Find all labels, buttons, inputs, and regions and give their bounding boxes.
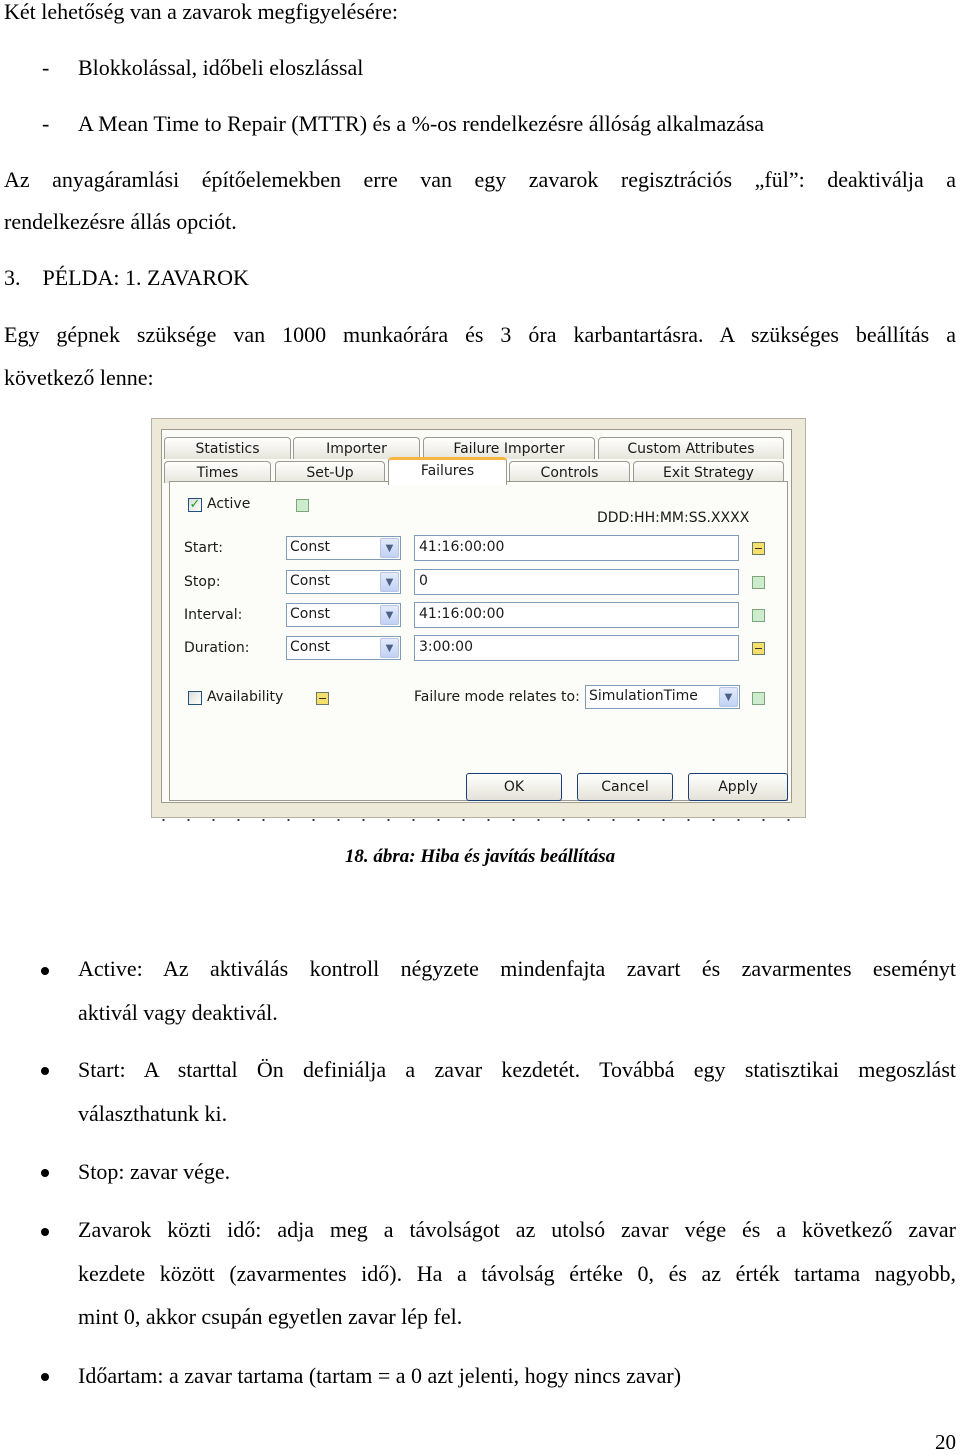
bullet-line: Időartam: a zavar tartama (tartam = a 0 azt jelenti, hogy nincs zavar) [78, 1363, 682, 1388]
interval-input[interactable] [414, 602, 739, 628]
bullet-icon [41, 1067, 49, 1075]
start-value: 41:16:00:00 [419, 539, 505, 555]
tab-statistics[interactable]: Statistics [164, 437, 291, 459]
stop-distribution-value: Const [290, 573, 330, 589]
chevron-down-icon[interactable]: ▼ [719, 687, 738, 707]
start-label: Start: [184, 540, 223, 556]
interval-distribution-select[interactable] [286, 603, 401, 627]
availability-label: Availability [207, 689, 284, 705]
active-checkbox[interactable]: ✓ [189, 497, 201, 512]
chevron-down-icon[interactable]: ▼ [380, 572, 399, 592]
duration-label: Duration: [184, 640, 250, 656]
dash-item: A Mean Time to Repair (MTTR) és a %-os rendelkezésre állóság alkalmazása [78, 111, 765, 136]
availability-indicator-icon[interactable] [316, 692, 329, 705]
interval-indicator-icon[interactable] [752, 609, 765, 622]
failure-mode-indicator-icon[interactable] [752, 692, 765, 705]
dash-marker: - [42, 55, 50, 80]
tab-exit-strategy[interactable]: Exit Strategy [633, 461, 784, 483]
tab-failures[interactable]: Failures [388, 457, 507, 485]
page-number: 20 [935, 1430, 956, 1454]
duration-value: 3:00:00 [419, 639, 473, 655]
dash-item: Blokkolással, időbeli eloszlással [78, 55, 364, 80]
duration-distribution-value: Const [290, 639, 330, 655]
ok-button[interactable]: OK [466, 773, 562, 801]
bullet-line: Start: A starttal Ön definiálja a zavar kezdetét. Továbbá egy statisztikai megoszlást [78, 1057, 956, 1082]
bullet-icon [41, 1228, 49, 1236]
availability-checkbox[interactable] [188, 691, 202, 705]
chevron-down-icon[interactable]: ▼ [380, 638, 399, 658]
active-label: Active [207, 496, 251, 512]
bullet-icon [41, 967, 49, 975]
stop-indicator-icon[interactable] [752, 576, 765, 589]
intro-text: Két lehetőség van a zavarok megfigyelésére: [4, 0, 398, 24]
failure-mode-value: SimulationTime [589, 688, 698, 704]
time-format-hint: DDD:HH:MM:SS.XXXX [597, 510, 750, 526]
apply-button[interactable]: Apply [688, 773, 788, 801]
bullet-line: Stop: zavar vége. [78, 1159, 231, 1184]
chevron-down-icon[interactable]: ▼ [380, 538, 399, 558]
duration-input[interactable] [414, 635, 739, 661]
bullet-line: Active: Az aktiválás kontroll négyzete mindenfajta zavart és zavarmentes eseményt [78, 956, 956, 981]
bullet-line: aktivál vagy deaktivál. [78, 1000, 278, 1025]
failure-mode-label: Failure mode relates to: [414, 689, 580, 705]
chevron-down-icon[interactable]: ▼ [380, 605, 399, 625]
bullet-icon [41, 1373, 49, 1381]
duration-indicator-icon[interactable] [752, 642, 765, 655]
tab-set-up[interactable]: Set-Up [275, 461, 385, 483]
start-indicator-icon[interactable] [752, 542, 765, 555]
stop-distribution-select[interactable] [286, 570, 401, 594]
stop-value: 0 [419, 573, 428, 589]
tab-controls[interactable]: Controls [509, 461, 630, 483]
dash-marker: - [42, 111, 50, 136]
dotted-divider [151, 818, 806, 822]
interval-distribution-value: Const [290, 606, 330, 622]
bullet-icon [41, 1169, 49, 1177]
failures-dialog [151, 418, 806, 818]
example-heading: 3. PÉLDA: 1. ZAVAROK [4, 265, 249, 290]
active-indicator-icon[interactable] [296, 499, 309, 512]
paragraph-line: rendelkezésre állás opciót. [4, 209, 237, 234]
start-input[interactable] [414, 535, 739, 561]
bullet-line: Zavarok közti idő: adja meg a távolságot az utolsó zavar vége és a következő zavar [78, 1217, 956, 1242]
tab-custom-attributes[interactable]: Custom Attributes [598, 437, 784, 459]
stop-input[interactable] [414, 569, 739, 595]
failure-mode-select[interactable] [585, 685, 740, 709]
interval-value: 41:16:00:00 [419, 606, 505, 622]
start-distribution-select[interactable] [286, 536, 401, 560]
bullet-line: választhatunk ki. [78, 1101, 228, 1126]
paragraph-line: következő lenne: [4, 365, 154, 390]
bullet-line: mint 0, akkor csupán egyetlen zavar lép fel. [78, 1304, 463, 1329]
tab-importer[interactable]: Importer [293, 437, 420, 459]
start-distribution-value: Const [290, 539, 330, 555]
stop-label: Stop: [184, 574, 221, 590]
figure-caption: 18. ábra: Hiba és javítás beállítása [344, 846, 616, 867]
interval-label: Interval: [184, 607, 243, 623]
paragraph-line: Az anyagáramlási építőelemekben erre van egy zavarok regisztrációs „fül”: deaktiválja a [4, 167, 956, 192]
tab-failure-importer[interactable]: Failure Importer [423, 437, 595, 459]
cancel-button[interactable]: Cancel [577, 773, 673, 801]
paragraph-line: Egy gépnek szüksége van 1000 munkaórára és 3 óra karbantartásra. A szükséges beállítás a [4, 322, 956, 347]
duration-distribution-select[interactable] [286, 636, 401, 660]
bullet-line: kezdete között (zavarmentes idő). Ha a távolság értéke 0, és az érték tartama nagyobb, [78, 1261, 956, 1286]
tab-times[interactable]: Times [164, 461, 271, 483]
